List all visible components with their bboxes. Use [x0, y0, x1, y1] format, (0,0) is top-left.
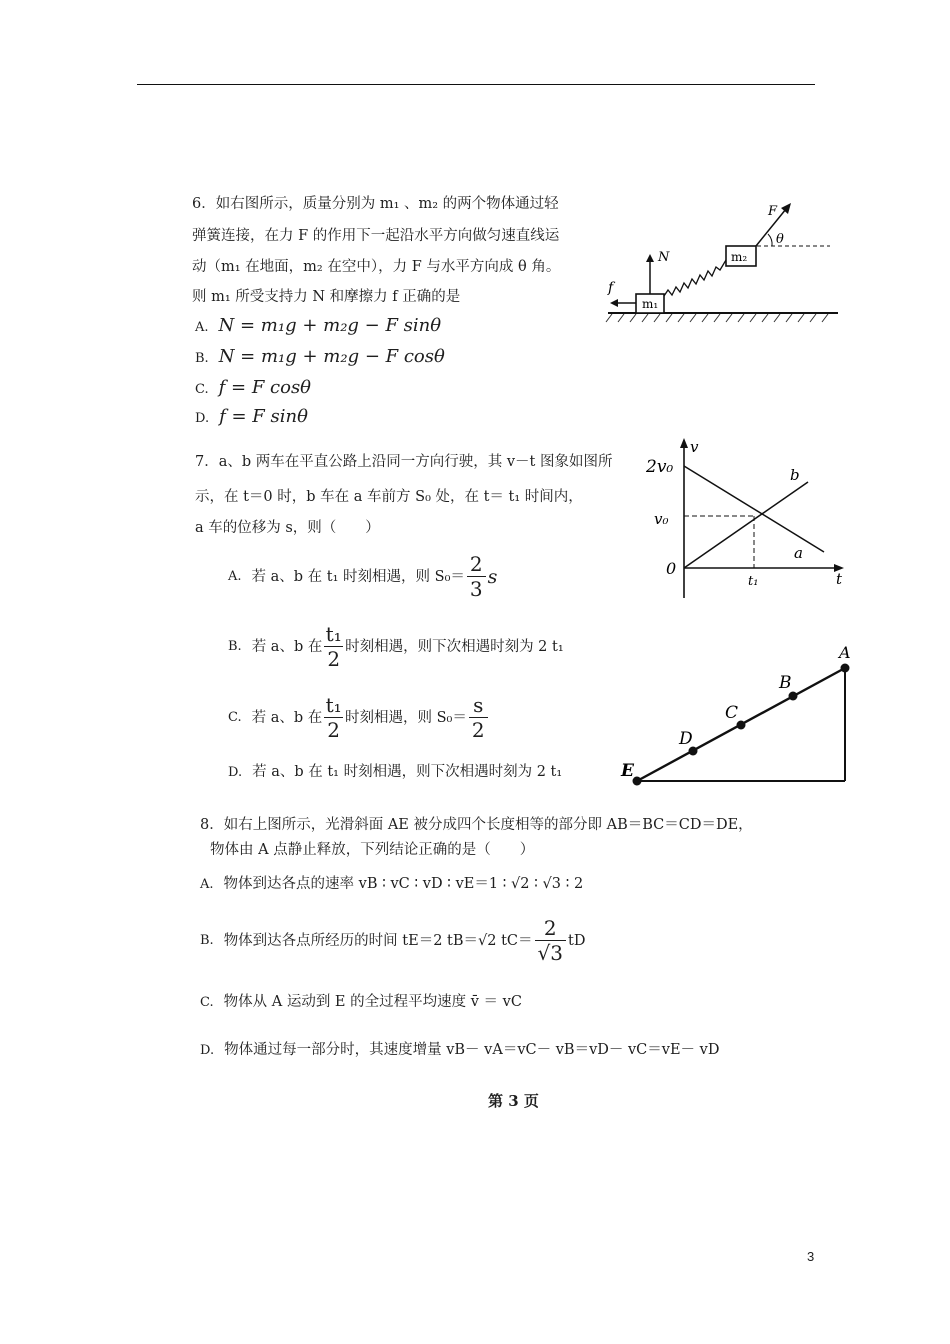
- block-m1-label: m₁: [642, 297, 659, 311]
- label-d: D: [679, 729, 693, 749]
- q8-option-b: B. 物体到达各点所经历的时间 tE＝2 tB＝√2 tC＝ $\frac{2}{√3}$ tD: [200, 916, 586, 965]
- q8-option-d: D. 物体通过每一部分时，其速度增量 vB－ vA＝vC－ vB＝vD－ vC＝vE－ vD: [200, 1042, 720, 1058]
- q6-spring-figure: [600, 160, 845, 330]
- ground-hatch: [606, 314, 828, 322]
- q8-option-a: A. 物体到达各点的速率 vB ∶ vC ∶ vD ∶ vE＝1 ∶ √2 ∶ √3 ∶ 2: [200, 876, 584, 892]
- theta-arc: [768, 234, 772, 246]
- q7-stem-line1: 7．a、b 两车在平直公路上沿同一方向行驶，其 v－t 图象如图所: [195, 454, 613, 470]
- page-number: 3: [807, 1249, 815, 1264]
- q7-option-c: C. 若 a、b 在 $\frac{\text{t₁}}{2}$ 时刻相遇，则 S₀＝ $\frac{s}{2}$: [228, 693, 490, 742]
- q6-option-c: C. f = F cosθ: [195, 377, 312, 398]
- label-e: E: [621, 761, 634, 781]
- line-b-label: b: [790, 466, 800, 484]
- label-a: A: [839, 643, 851, 662]
- origin-label: 0: [666, 559, 677, 578]
- q6-stem-line1: 6．如右图所示，质量分别为 m₁ 、m₂ 的两个物体通过轻: [192, 196, 559, 212]
- q8-stem-line2: 物体由 A 点静止释放，下列结论正确的是（ ）: [210, 842, 535, 858]
- q7-vt-graph: [640, 432, 850, 604]
- line-a: [684, 466, 824, 552]
- label-b: B: [779, 673, 792, 693]
- point-a: [841, 664, 850, 673]
- line-b: [684, 482, 808, 568]
- q6-option-b: B. N = m₁g + m₂g − F cosθ: [195, 346, 445, 367]
- q8-option-c: C. 物体从 A 运动到 E 的全过程平均速度 v̄ ＝ vC: [200, 994, 522, 1010]
- header-rule: [137, 84, 815, 85]
- q7-option-a: A. 若 a、b 在 t₁ 时刻相遇，则 S₀＝ $\frac{2}{3}$ s: [228, 552, 498, 601]
- force-f-label: F: [768, 204, 778, 219]
- normal-force-label: N: [658, 250, 670, 265]
- q6-stem-line4: 则 m₁ 所受支持力 N 和摩擦力 f 正确的是: [192, 289, 461, 305]
- q6-stem-line2: 弹簧连接，在力 F 的作用下一起沿水平方向做匀速直线运: [192, 228, 560, 244]
- t-axis-label: t: [836, 570, 843, 588]
- block-m2-label: m₂: [731, 250, 748, 264]
- label-c: C: [725, 703, 739, 723]
- t1-label: t₁: [748, 574, 759, 589]
- q6-stem-line3: 动（m₁ 在地面，m₂ 在空中），力 F 与水平方向成 θ 角。: [192, 259, 561, 275]
- page-label: 第 3 页: [488, 1092, 539, 1110]
- theta-label: θ: [776, 232, 784, 247]
- q7-option-b: B. 若 a、b 在 $\frac{\text{t₁}}{2}$ 时刻相遇，则下次相遇时刻为 2 t₁: [228, 622, 564, 671]
- q7-stem-line2: 示，在 t＝0 时，b 车在 a 车前方 S₀ 处，在 t＝ t₁ 时间内，: [195, 489, 583, 505]
- q7-stem-line3: a 车的位移为 s，则（ ）: [195, 520, 380, 536]
- v0-label: v₀: [654, 510, 669, 528]
- q7-option-d: D. 若 a、b 在 t₁ 时刻相遇，则下次相遇时刻为 2 t₁: [228, 764, 563, 780]
- q6-option-a: A. N = m₁g + m₂g − F sinθ: [195, 315, 442, 336]
- q8-incline-figure: [615, 640, 860, 790]
- q8-stem-line1: 8．如右上图所示，光滑斜面 AE 被分成四个长度相等的部分即 AB＝BC＝CD＝DE，: [200, 817, 753, 833]
- spring: [664, 260, 726, 296]
- q6-option-d: D. f = F sinθ: [195, 406, 308, 427]
- v-axis-label: v: [690, 438, 699, 456]
- line-a-label: a: [794, 544, 803, 562]
- friction-label: f: [608, 280, 614, 296]
- two-v0-label: 2v₀: [646, 457, 674, 477]
